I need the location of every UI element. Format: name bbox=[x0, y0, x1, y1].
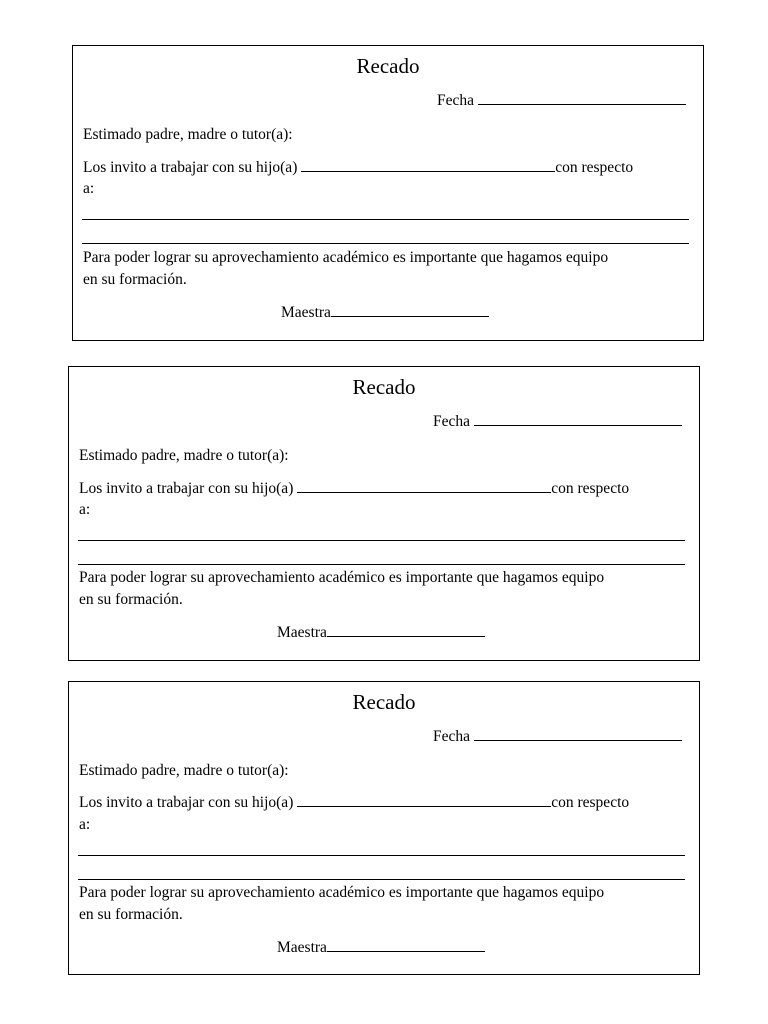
regarding-label: a: bbox=[83, 180, 95, 197]
note-title: Recado bbox=[352, 690, 416, 714]
paragraph-line-1: Para poder lograr su aprovechamiento académico es importante que hagamos equipo bbox=[79, 884, 605, 901]
teacher-field bbox=[277, 939, 485, 957]
teacher-blank[interactable] bbox=[331, 304, 489, 317]
invite-text-end: con respecto bbox=[555, 159, 634, 176]
invite-line bbox=[79, 480, 629, 498]
teacher-label: Maestra bbox=[277, 939, 327, 956]
paragraph-line-2: en su formación. bbox=[79, 906, 183, 923]
note-card-3 bbox=[68, 681, 700, 975]
regarding-label: a: bbox=[79, 816, 91, 833]
date-label: Fecha bbox=[433, 413, 471, 430]
date-field bbox=[433, 413, 682, 431]
note-card-2 bbox=[68, 366, 700, 661]
teacher-field bbox=[281, 304, 489, 322]
date-blank[interactable] bbox=[474, 413, 682, 426]
regarding-line-1[interactable] bbox=[78, 540, 685, 541]
teacher-label: Maestra bbox=[281, 304, 331, 321]
invite-text: Los invito a trabajar con su hijo(a) bbox=[83, 159, 298, 176]
invite-text-end: con respecto bbox=[551, 480, 630, 497]
greeting: Estimado padre, madre o tutor(a): bbox=[79, 762, 289, 779]
note-card-1 bbox=[72, 45, 704, 341]
invite-text-end: con respecto bbox=[551, 794, 630, 811]
child-name-blank[interactable] bbox=[301, 159, 555, 172]
paragraph-line-2: en su formación. bbox=[83, 271, 187, 288]
greeting: Estimado padre, madre o tutor(a): bbox=[79, 447, 289, 464]
date-field bbox=[433, 728, 682, 746]
date-label: Fecha bbox=[433, 728, 471, 745]
child-name-blank[interactable] bbox=[297, 794, 551, 807]
note-title: Recado bbox=[356, 54, 420, 78]
date-blank[interactable] bbox=[478, 92, 686, 105]
teacher-blank[interactable] bbox=[327, 624, 485, 637]
teacher-blank[interactable] bbox=[327, 939, 485, 952]
invite-text: Los invito a trabajar con su hijo(a) bbox=[79, 480, 294, 497]
invite-line bbox=[83, 159, 633, 177]
date-blank[interactable] bbox=[474, 728, 682, 741]
regarding-label: a: bbox=[79, 501, 91, 518]
cut-off-text bbox=[83, 333, 131, 341]
teacher-label: Maestra bbox=[277, 624, 327, 641]
note-title: Recado bbox=[352, 375, 416, 399]
child-name-blank[interactable] bbox=[297, 480, 551, 493]
regarding-line-2[interactable] bbox=[78, 564, 685, 565]
date-label: Fecha bbox=[437, 92, 475, 109]
paragraph-line-1: Para poder lograr su aprovechamiento académico es importante que hagamos equipo bbox=[83, 249, 609, 266]
regarding-line-1[interactable] bbox=[78, 855, 685, 856]
regarding-line-2[interactable] bbox=[78, 879, 685, 880]
greeting: Estimado padre, madre o tutor(a): bbox=[83, 126, 293, 143]
paragraph-line-2: en su formación. bbox=[79, 591, 183, 608]
date-field bbox=[437, 92, 686, 110]
regarding-line-1[interactable] bbox=[82, 219, 689, 220]
invite-text: Los invito a trabajar con su hijo(a) bbox=[79, 794, 294, 811]
invite-line bbox=[79, 794, 629, 812]
teacher-field bbox=[277, 624, 485, 642]
regarding-line-2[interactable] bbox=[82, 243, 689, 244]
paragraph-line-1: Para poder lograr su aprovechamiento académico es importante que hagamos equipo bbox=[79, 569, 605, 586]
